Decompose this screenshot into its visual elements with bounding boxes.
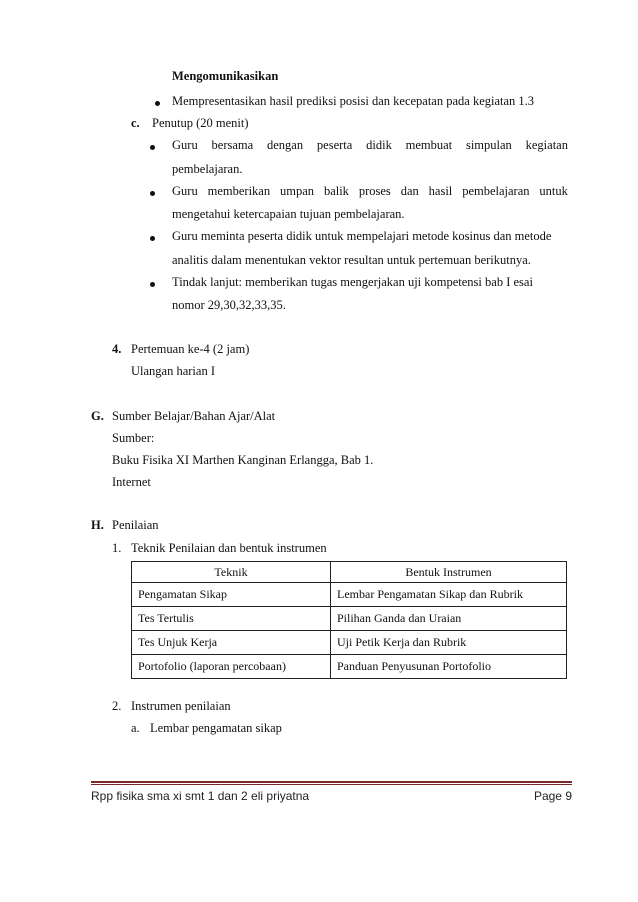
table-cell: Pengamatan Sikap [132, 583, 331, 607]
table-cell: Panduan Penyusunan Portofolio [331, 655, 567, 679]
item1-title: Teknik Penilaian dan bentuk instrumen [131, 541, 327, 555]
table-row [132, 607, 567, 631]
penutup-item-3-line1: Guru meminta peserta didik untuk mempelajari metode kosinus dan metode [172, 229, 552, 243]
word: dan [400, 184, 419, 198]
footer-rule-thin [91, 784, 572, 785]
table-header: Bentuk Instrumen [331, 562, 567, 583]
page-number: Page 9 [533, 789, 572, 803]
penutup-item-4-line2: nomor 29,30,32,33,35. [172, 298, 286, 312]
word: kegiatan [525, 138, 568, 152]
word: pembelajaran [462, 184, 530, 198]
table-header-row [132, 562, 567, 583]
bullet-icon [155, 101, 160, 106]
word: untuk [539, 184, 568, 198]
item2-title: Instrumen penilaian [131, 699, 231, 713]
pertemuan4-title: Pertemuan ke-4 (2 jam) [131, 342, 250, 356]
word: Guru [172, 138, 198, 152]
word: balik [323, 184, 349, 198]
penutup-item-2-line1 [172, 184, 568, 199]
footer-rule [91, 781, 572, 783]
item2a-title: Lembar pengamatan sikap [150, 721, 282, 735]
section-g-marker: G. [91, 409, 104, 423]
word: dengan [266, 138, 304, 152]
word: simpulan [465, 138, 512, 152]
instrument-table [131, 561, 567, 679]
pertemuan4-marker: 4. [112, 342, 122, 356]
word: Guru [172, 184, 198, 198]
table-cell: Tes Unjuk Kerja [132, 631, 331, 655]
table-header: Teknik [132, 562, 331, 583]
mengomunikasikan-heading: Mengomunikasikan [172, 69, 279, 83]
table-cell: Pilihan Ganda dan Uraian [331, 607, 567, 631]
item1-marker: 1. [112, 541, 122, 555]
bullet-icon [150, 236, 155, 241]
bullet-icon [150, 191, 155, 196]
penutup-title: Penutup (20 menit) [152, 116, 249, 130]
word: hasil [428, 184, 453, 198]
word: memberikan [207, 184, 271, 198]
table-row [132, 583, 567, 607]
section-g-line-1: Sumber: [112, 431, 155, 445]
mengomunikasikan-item: Mempresentasikan hasil prediksi posisi dan kecepatan pada kegiatan 1.3 [172, 94, 535, 108]
footer-title: Rpp fisika sma xi smt 1 dan 2 eli priyatna [91, 789, 310, 803]
penutup-item-1-line1 [172, 138, 568, 153]
item2a-marker: a. [131, 721, 140, 735]
section-h-title: Penilaian [112, 518, 159, 532]
table-cell: Lembar Pengamatan Sikap dan Rubrik [331, 583, 567, 607]
bullet-icon [150, 145, 155, 150]
table-cell: Uji Petik Kerja dan Rubrik [331, 631, 567, 655]
penutup-item-4-line1: Tindak lanjut: memberikan tugas mengerjakan uji kompetensi bab I esai [172, 275, 533, 289]
section-g-line-3: Internet [112, 475, 151, 489]
table-cell: Portofolio (laporan percobaan) [132, 655, 331, 679]
word: bersama [211, 138, 254, 152]
table-cell: Tes Tertulis [132, 607, 331, 631]
penutup-item-1-line2: pembelajaran. [172, 162, 243, 176]
penutup-item-2-line2: mengetahui ketercapaian tujuan pembelajaran. [172, 207, 405, 221]
word: umpan [280, 184, 315, 198]
penutup-item-3-line2: analitis dalam menentukan vektor resultan untuk pertemuan berikutnya. [172, 253, 531, 267]
section-g-line-2: Buku Fisika XI Marthen Kanginan Erlangga, Bab 1. [112, 453, 374, 467]
word: peserta [316, 138, 353, 152]
item2-marker: 2. [112, 699, 122, 713]
word: proses [358, 184, 391, 198]
penutup-marker: c. [131, 116, 140, 130]
word: didik [366, 138, 392, 152]
word: membuat [405, 138, 453, 152]
bullet-icon [150, 282, 155, 287]
pertemuan4-content: Ulangan harian I [131, 364, 215, 378]
table-row [132, 631, 567, 655]
table-row [132, 655, 567, 679]
section-g-title: Sumber Belajar/Bahan Ajar/Alat [112, 409, 276, 423]
section-h-marker: H. [91, 518, 104, 532]
